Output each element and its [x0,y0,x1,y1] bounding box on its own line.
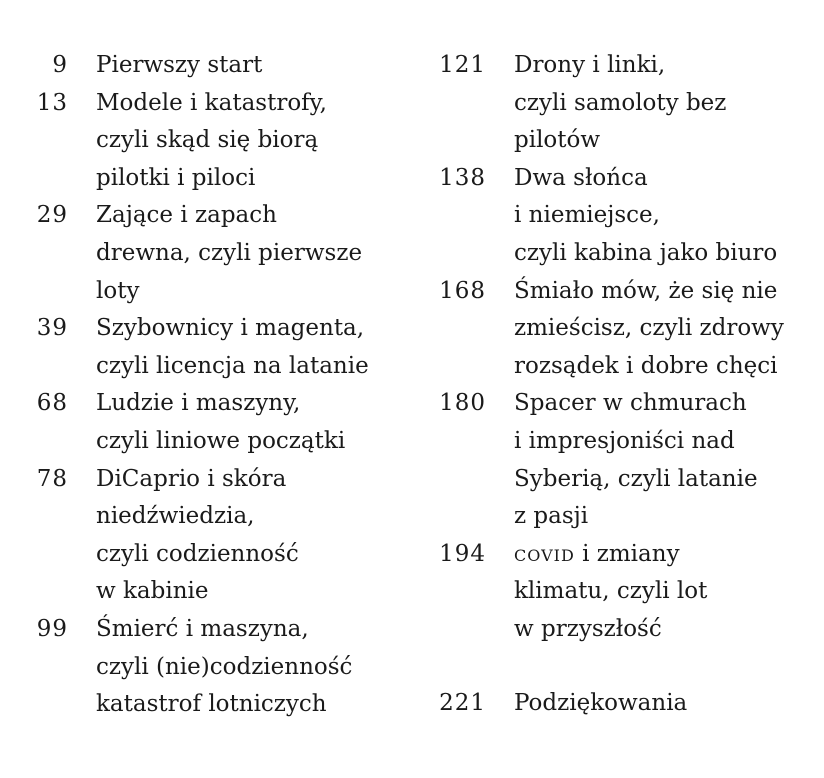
toc-entry [28,47,408,85]
toc-entry [420,273,820,386]
toc-entry [420,536,820,649]
toc-title-line: i impresjoniści nad [514,427,735,454]
toc-title [96,611,408,724]
toc-title-line: Spacer w chmurach [514,390,747,417]
toc-page-number: 121 [439,52,486,78]
toc-title-line: czyli kabina jako biuro [514,239,778,266]
toc-title [514,273,820,386]
toc-page-number: 180 [439,390,486,417]
toc-title [96,47,408,85]
toc-page-number: 168 [439,277,486,304]
toc-title [514,685,820,723]
toc-title [514,47,820,160]
toc-title [96,310,408,385]
toc-title-line: czyli codzienność [96,540,299,567]
toc-title-line: Drony i linki, [514,52,666,78]
toc-title-line: Śmierć i maszyna, [96,615,309,642]
table-of-contents [0,47,824,778]
toc-entry [420,685,820,723]
toc-title-line: klimatu, czyli lot [514,578,708,605]
toc-title-line: Dwa słońca [514,164,648,191]
toc-title-line: Szybownicy i magenta, [96,315,365,342]
toc-title-line: Syberią, czyli latanie [514,465,758,492]
toc-title-line: czyli licencja na latanie [96,352,369,379]
toc-entry [28,611,408,724]
toc-title-line: Pierwszy start [96,52,263,78]
toc-left-column [28,47,408,724]
toc-entry [420,47,820,160]
toc-page-number: 221 [439,689,486,716]
toc-title-line: w kabinie [96,578,209,605]
toc-page-number: 9 [52,52,68,78]
toc-page-number: 68 [36,390,68,417]
toc-title-line: zmieścisz, czyli zdrowy [514,315,784,342]
toc-title-line: Podziękowania [514,689,688,716]
toc-page-number: 13 [36,89,68,116]
toc-title [514,385,820,535]
toc-page-number: 78 [36,465,68,492]
toc-title-line: czyli samoloty bez [514,89,727,116]
toc-title-line: czyli (nie)codzienność [96,653,353,680]
toc-title-line: drewna, czyli pierwsze [96,239,363,266]
toc-right-column [420,47,820,722]
toc-title-line: czyli liniowe początki [96,427,346,454]
toc-title-line: Zające i zapach [96,202,277,229]
toc-title [96,385,408,460]
toc-page-number: 99 [36,615,68,642]
toc-entry [420,385,820,535]
toc-title-line: w przyszłość [514,615,662,642]
toc-title-line: katastrof lotniczych [96,691,327,718]
toc-page-number: 39 [36,315,68,342]
toc-title-line: pilotki i piloci [96,164,256,191]
toc-title-line: Ludzie i maszyny, [96,390,301,417]
toc-title-line: rozsądek i dobre chęci [514,352,778,379]
toc-title-line: Modele i katastrofy, [96,89,327,116]
toc-title-line: i niemiejsce, [514,202,660,229]
toc-title-line: DiCaprio i skóra [96,465,287,492]
toc-title [96,461,408,611]
toc-title [96,85,408,198]
toc-page-number: 29 [36,202,68,229]
toc-title-line: Śmiało mów, że się nie [514,277,778,304]
toc-entry [420,160,820,273]
toc-title [514,536,820,649]
toc-entry [28,85,408,198]
toc-title-line: covid i zmiany [514,540,680,567]
toc-title-line: czyli skąd się biorą [96,127,319,154]
toc-page-number: 138 [439,164,486,191]
toc-title-line: niedźwiedzia, [96,503,255,530]
toc-title-line: z pasji [514,503,589,530]
toc-title-line: loty [96,277,140,304]
toc-title [96,197,408,310]
toc-title-line: pilotów [514,127,601,154]
toc-page-number: 194 [439,540,486,567]
toc-entry [28,310,408,385]
toc-entry [28,197,408,310]
toc-title [514,160,820,273]
toc-entry [28,461,408,611]
toc-entry [28,385,408,460]
